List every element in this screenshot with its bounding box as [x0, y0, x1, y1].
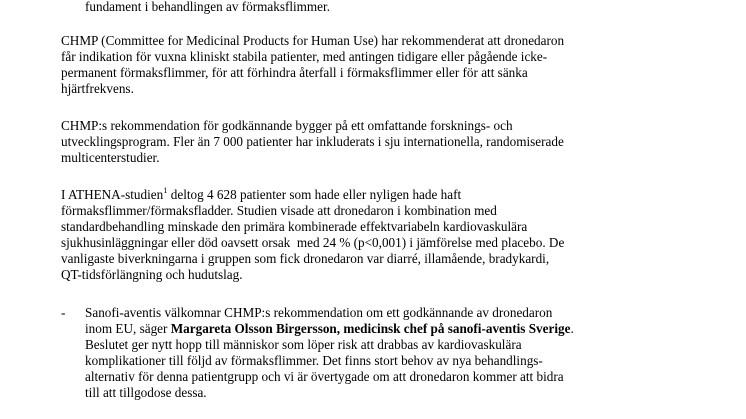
text-line: får indikation för vuxna kliniskt stabila patienter, med antingen tidigare eller pågående icke- — [61, 49, 548, 64]
text-line: vanligaste biverkningarna i gruppen som fick dronedaron var diarré, illamående, bradykardi, — [61, 251, 550, 266]
top-fragment-line: fundament i behandlingen av förmaksflimmer. — [85, 0, 330, 14]
quote-attribution-prefix: inom EU, säger — [85, 321, 171, 336]
text-line: utvecklingsprogram. Fler än 7 000 patienter har inkluderats i sju internationella, randomiserade — [61, 134, 564, 149]
text-line: CHMP:s rekommendation för godkännande bygger på ett omfattande forsknings- och — [61, 118, 513, 133]
text-line: multicenterstudier. — [61, 150, 160, 165]
footnote-reference: 1 — [163, 184, 168, 195]
text-line: permanent förmaksflimmer, för att förhindra återfall i förmaksflimmer eller för att sänka — [61, 65, 528, 80]
text-line: standardbehandling minskade den primära kombinerade effektvariabeln kardiovaskulära — [61, 219, 528, 234]
text-line: komplikationer till följd av förmaksflimmer. Det finns stort behov av nya behandlings- — [85, 353, 543, 368]
text-line: CHMP (Committee for Medicinal Products for Human Use) har rekommenderat att dronedaron — [61, 33, 565, 48]
text-line: sjukhusinläggningar eller död oavsett orsak med 24 % (p<0,001) i jämförelse med placebo. De — [61, 235, 565, 250]
quote-speaker: Margareta Olsson Birgersson, medicinsk chef på sanofi-aventis Sverige — [170, 321, 571, 336]
athena-participants-text: deltog 4 628 patienter som hade eller nyligen hade haft — [167, 187, 462, 202]
text-line: till att tillgodose dessa. — [85, 385, 207, 400]
text-line — [61, 184, 462, 203]
text-line: Beslutet ger nytt hopp till människor som löper risk att drabbas av kardiovaskulära — [85, 337, 522, 352]
text-line — [85, 321, 574, 337]
text-line: hjärtfrekvens. — [61, 81, 134, 96]
athena-study-text: I ATHENA-studien — [61, 187, 164, 202]
text-line: förmaksflimmer/förmaksfladder. Studien visade att dronedaron i kombination med — [61, 203, 497, 218]
text-line: Sanofi-aventis välkomnar CHMP:s rekommendation om ett godkännande av dronedaron — [85, 305, 553, 320]
quote-attribution-suffix: . — [570, 321, 574, 336]
list-dash: - — [61, 305, 66, 320]
text-line: alternativ för denna patientgrupp och vi är övertygade om att dronedaron kommer att bidra — [85, 369, 564, 384]
text-line: QT-tidsförlängning och hudutslag. — [61, 267, 243, 282]
